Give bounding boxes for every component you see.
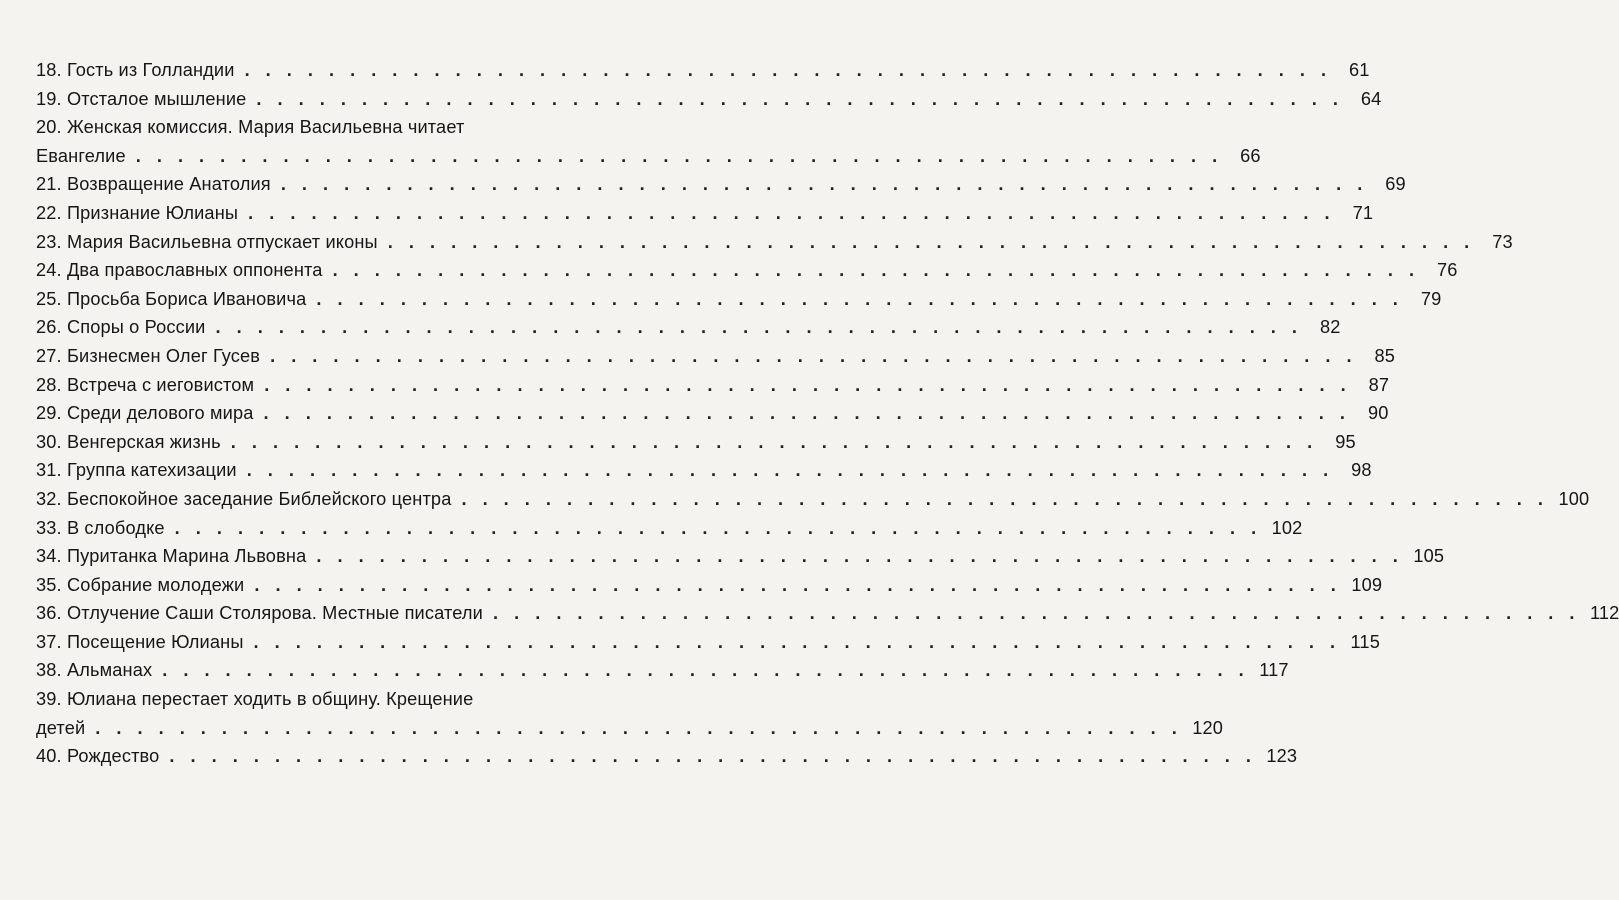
chapter-title: Посещение Юлианы xyxy=(66,631,244,652)
chapter-title: Группа катехизации xyxy=(66,460,237,481)
chapter-title: Беспокойное заседание Библейского центра xyxy=(66,488,452,509)
page-number: 69 xyxy=(1385,174,1406,195)
dot-leader: . . . . . . . . . . . . . . . . . . . . . . . . . . . . . . . . . . . . . . . . . . . . . . . . . . . . xyxy=(215,317,1303,338)
toc-entry xyxy=(36,428,1356,457)
page-number: 100 xyxy=(1558,488,1590,509)
toc-entry xyxy=(36,628,1380,657)
chapter-title: Мария Васильевна отпускает иконы xyxy=(66,231,378,252)
toc-entry xyxy=(36,342,1396,371)
chapter-number: 24. xyxy=(36,260,62,281)
page-number: 123 xyxy=(1266,746,1298,767)
toc-entry xyxy=(36,742,1298,771)
chapter-number: 39. xyxy=(36,689,62,710)
toc-entry xyxy=(36,56,1370,85)
page-number: 66 xyxy=(1240,145,1261,166)
dot-leader: . . . . . . . . . . . . . . . . . . . . . . . . . . . . . . . . . . . . . . . . . . . . . . . . . . . . xyxy=(169,746,1257,767)
dot-leader: . . . . . . . . . . . . . . . . . . . . . . . . . . . . . . . . . . . . . . . . . . . . . . . . . . . . xyxy=(135,145,1223,166)
chapter-title: Рождество xyxy=(66,746,160,767)
toc-entry xyxy=(36,85,1382,114)
toc-entry-line xyxy=(36,199,1374,228)
table-of-contents xyxy=(36,56,1619,771)
dot-leader: . . . . . . . . . . . . . . . . . . . . . . . . . . . . . . . . . . . . . . . . . . . . . . . . . . . . xyxy=(270,345,1358,366)
chapter-title: Венгерская жизнь xyxy=(66,431,221,452)
dot-leader: . . . . . . . . . . . . . . . . . . . . . . . . . . . . . . . . . . . . . . . . . . . . . . . . . . . . xyxy=(95,717,1183,738)
toc-entry-line xyxy=(36,56,1370,85)
toc-entry xyxy=(36,399,1389,428)
toc-entry xyxy=(36,113,1261,170)
chapter-number: 20. xyxy=(36,117,62,138)
dot-leader: . . . . . . . . . . . . . . . . . . . . . . . . . . . . . . . . . . . . . . . . . . . . . . . . . . . . xyxy=(461,488,1549,509)
page-number: 90 xyxy=(1367,403,1389,424)
chapter-title: Пуританка Марина Львовна xyxy=(66,546,307,567)
dot-leader: . . . . . . . . . . . . . . . . . . . . . . . . . . . . . . . . . . . . . . . . . . . . . . . . . . . . xyxy=(253,631,1341,652)
chapter-title: Споры о России xyxy=(66,317,206,338)
toc-entry xyxy=(36,456,1372,485)
chapter-number: 35. xyxy=(36,574,62,595)
toc-entry xyxy=(36,228,1513,257)
dot-leader: . . . . . . . . . . . . . . . . . . . . . . . . . . . . . . . . . . . . . . . . . . . . . . . . . . . . xyxy=(248,202,1336,223)
dot-leader: . . . . . . . . . . . . . . . . . . . . . . . . . . . . . . . . . . . . . . . . . . . . . . . . . . . . xyxy=(316,546,1404,567)
dot-leader: . . . . . . . . . . . . . . . . . . . . . . . . . . . . . . . . . . . . . . . . . . . . . . . . . . . . xyxy=(264,374,1352,395)
toc-entry xyxy=(36,571,1383,600)
page-number: 95 xyxy=(1335,431,1356,452)
page-number: 85 xyxy=(1374,345,1396,366)
toc-entry xyxy=(36,371,1390,400)
page-number: 73 xyxy=(1492,231,1513,252)
dot-leader: . . . . . . . . . . . . . . . . . . . . . . . . . . . . . . . . . . . . . . . . . . . . . . . . . . . . xyxy=(263,403,1351,424)
chapter-number: 28. xyxy=(36,374,62,395)
dot-leader: . . . . . . . . . . . . . . . . . . . . . . . . . . . . . . . . . . . . . . . . . . . . . . . . . . . . xyxy=(230,431,1318,452)
dot-leader: . . . . . . . . . . . . . . . . . . . . . . . . . . . . . . . . . . . . . . . . . . . . . . . . . . . . xyxy=(387,231,1475,252)
page-number: 87 xyxy=(1368,374,1390,395)
dot-leader: . . . . . . . . . . . . . . . . . . . . . . . . . . . . . . . . . . . . . . . . . . . . . . . . . . . . xyxy=(332,260,1420,281)
dot-leader: . . . . . . . . . . . . . . . . . . . . . . . . . . . . . . . . . . . . . . . . . . . . . . . . . . . . xyxy=(493,603,1580,624)
chapter-number: 32. xyxy=(36,488,62,509)
chapter-title: Альманах xyxy=(66,660,153,681)
dot-leader: . . . . . . . . . . . . . . . . . . . . . . . . . . . . . . . . . . . . . . . . . . . . . . . . . . . . xyxy=(254,574,1342,595)
chapter-title: Собрание молодежи xyxy=(66,574,245,595)
chapter-number: 21. xyxy=(36,174,62,195)
dot-leader: . . . . . . . . . . . . . . . . . . . . . . . . . . . . . . . . . . . . . . . . . . . . . . . . . . . . xyxy=(280,174,1368,195)
toc-entry xyxy=(36,313,1341,342)
chapter-number: 36. xyxy=(36,603,62,624)
dot-leader: . . . . . . . . . . . . . . . . . . . . . . . . . . . . . . . . . . . . . . . . . . . . . . . . . . . . xyxy=(246,460,1334,481)
page-number: 64 xyxy=(1360,88,1382,109)
toc-entry-line xyxy=(36,399,1389,428)
page-number: 109 xyxy=(1351,574,1383,595)
toc-entry-line xyxy=(36,285,1442,314)
toc-entry-line xyxy=(36,342,1396,371)
toc-entry-line xyxy=(36,656,1289,685)
toc-entry xyxy=(36,485,1590,514)
chapter-number: 26. xyxy=(36,317,62,338)
toc-entry xyxy=(36,285,1442,314)
page-number: 71 xyxy=(1352,202,1374,223)
toc-entry-line xyxy=(36,228,1513,257)
toc-entry xyxy=(36,542,1445,571)
toc-entry-line xyxy=(36,485,1590,514)
page-number: 117 xyxy=(1259,660,1289,681)
chapter-number: 37. xyxy=(36,631,62,652)
page-number: 102 xyxy=(1271,517,1303,538)
toc-entry-line xyxy=(36,142,1261,171)
chapter-title: Женская комиссия. Мария Васильевна читает xyxy=(66,117,465,138)
toc-entry-line xyxy=(36,714,1224,743)
chapter-title: Гость из Голландии xyxy=(66,60,235,80)
dot-leader: . . . . . . . . . . . . . . . . . . . . . . . . . . . . . . . . . . . . . . . . . . . . . . . . . . . . xyxy=(244,60,1332,80)
chapter-title: Бизнесмен Олег Гусев xyxy=(66,345,261,366)
chapter-title: Два православных оппонента xyxy=(66,260,323,281)
toc-entry xyxy=(36,170,1406,199)
chapter-number: 30. xyxy=(36,431,62,452)
toc-entry-line xyxy=(36,428,1356,457)
toc-entry xyxy=(36,514,1303,543)
toc-entry-line xyxy=(36,685,578,714)
toc-entry xyxy=(36,685,1224,742)
toc-entry-line xyxy=(36,628,1380,657)
toc-entry xyxy=(36,599,1619,628)
toc-entry-line xyxy=(36,313,1341,342)
page-number: 98 xyxy=(1351,460,1372,481)
chapter-title-continuation: детей xyxy=(36,717,86,738)
toc-entry-line xyxy=(36,514,1303,543)
toc-entry-line xyxy=(36,742,1298,771)
chapter-title: Признание Юлианы xyxy=(66,202,239,223)
page-number: 112 xyxy=(1589,603,1619,624)
chapter-title: Встреча с иеговистом xyxy=(66,374,255,395)
chapter-title: Отсталое мышление xyxy=(66,88,247,109)
toc-entry-line xyxy=(36,371,1390,400)
chapter-title: Среди делового мира xyxy=(66,403,254,424)
chapter-number: 34. xyxy=(36,546,62,567)
chapter-number: 40. xyxy=(36,746,62,767)
toc-entry-line xyxy=(36,113,578,142)
chapter-title: Возвращение Анатолия xyxy=(66,174,271,195)
chapter-number: 25. xyxy=(36,288,62,309)
toc-entry-line xyxy=(36,571,1383,600)
page-number: 76 xyxy=(1437,260,1458,281)
toc-entry-line xyxy=(36,542,1445,571)
chapter-number: 38. xyxy=(36,660,62,681)
toc-entry-line xyxy=(36,256,1458,285)
dot-leader: . . . . . . . . . . . . . . . . . . . . . . . . . . . . . . . . . . . . . . . . . . . . . . . . . . . . xyxy=(256,88,1344,109)
chapter-number: 19. xyxy=(36,88,62,109)
toc-entry xyxy=(36,656,1289,685)
chapter-title-continuation: Евангелие xyxy=(36,145,126,166)
chapter-number: 33. xyxy=(36,517,62,538)
chapter-number: 22. xyxy=(36,202,62,223)
chapter-title: Отлучение Саши Столярова. Местные писатели xyxy=(66,603,483,624)
chapter-title: Просьба Бориса Ивановича xyxy=(66,288,307,309)
toc-entry xyxy=(36,256,1458,285)
chapter-number: 23. xyxy=(36,231,62,252)
dot-leader: . . . . . . . . . . . . . . . . . . . . . . . . . . . . . . . . . . . . . . . . . . . . . . . . . . . . xyxy=(316,288,1404,309)
toc-entry-line xyxy=(36,456,1372,485)
page-number: 61 xyxy=(1349,60,1370,80)
chapter-number: 31. xyxy=(36,460,62,481)
chapter-title: В слободке xyxy=(66,517,165,538)
chapter-number: 29. xyxy=(36,403,62,424)
toc-entry-line xyxy=(36,85,1382,114)
page-number: 82 xyxy=(1319,317,1341,338)
dot-leader: . . . . . . . . . . . . . . . . . . . . . . . . . . . . . . . . . . . . . . . . . . . . . . . . . . . . xyxy=(174,517,1262,538)
dot-leader: . . . . . . . . . . . . . . . . . . . . . . . . . . . . . . . . . . . . . . . . . . . . . . . . . . . . xyxy=(162,660,1250,681)
page-number: 105 xyxy=(1413,546,1445,567)
toc-entry-line xyxy=(36,170,1406,199)
toc-entry-line xyxy=(36,599,1619,628)
page-number: 115 xyxy=(1350,631,1380,652)
page-number: 120 xyxy=(1192,717,1224,738)
toc-entry xyxy=(36,199,1374,228)
chapter-number: 18. xyxy=(36,60,62,80)
chapter-title: Юлиана перестает ходить в общину. Крещение xyxy=(66,689,474,710)
chapter-number: 27. xyxy=(36,345,62,366)
page-number: 79 xyxy=(1420,288,1442,309)
